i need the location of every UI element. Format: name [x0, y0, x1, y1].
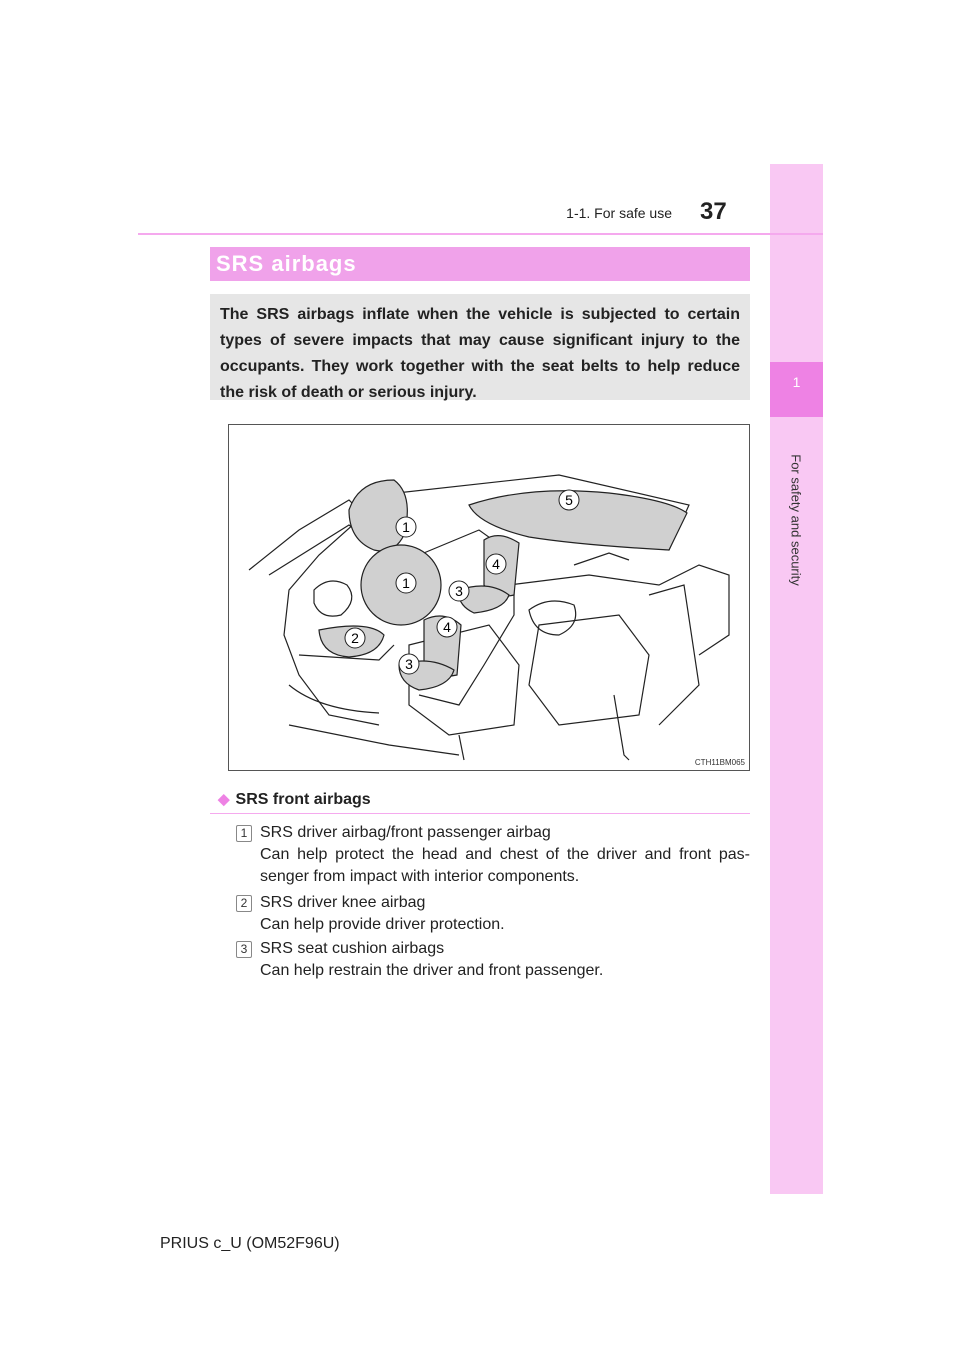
callout-1b-label: 1	[402, 575, 410, 591]
side-tab-label: For safety and security	[788, 454, 804, 586]
item-description: Can help provide driver protection.	[260, 916, 505, 933]
intro-box: The SRS airbags inflate when the vehicle is subjected to certain types of severe impacts that may cause significant injury to the occupants. They work together with the seat belts to help reduce the risk of death or serious injury.	[210, 294, 750, 400]
subsection-title: SRS front airbags	[235, 791, 371, 808]
diamond-bullet-icon: ◆	[218, 791, 230, 808]
passenger-front-airbag-shape	[349, 480, 407, 551]
side-tab	[770, 164, 823, 1194]
header-section: 1-1. For safe use	[566, 205, 672, 221]
callout-3b-label: 3	[405, 656, 413, 672]
footer-model: PRIUS c_U (OM52F96U)	[160, 1235, 340, 1252]
airbag-illustration	[228, 424, 750, 771]
subsection-divider	[210, 813, 750, 814]
callout-2-label: 2	[351, 630, 359, 646]
figure-code: CTH11BM065	[694, 758, 745, 767]
callout-3a-label: 3	[455, 583, 463, 599]
item-description: Can help restrain the driver and front passenger.	[260, 962, 604, 979]
page-number: 37	[700, 198, 727, 225]
item-number-badge: 1	[236, 825, 252, 842]
section-title: SRS airbags	[216, 251, 357, 276]
subsection-heading	[218, 790, 371, 809]
car-interior-drawing	[229, 425, 749, 770]
list-item	[260, 822, 750, 888]
list-item	[260, 892, 750, 936]
item-name: SRS driver airbag/front passenger airbag	[260, 824, 551, 841]
item-name: SRS seat cushion airbags	[260, 940, 445, 957]
item-description: Can help protect the head and chest of the driver and front pas-senger from impact with interior components.	[260, 846, 750, 885]
item-number-badge: 2	[236, 895, 252, 912]
callout-1a-label: 1	[402, 519, 410, 535]
item-number-badge: 3	[236, 941, 252, 958]
callout-5-label: 5	[565, 492, 573, 508]
callout-4a-label: 4	[492, 556, 500, 572]
item-name: SRS driver knee airbag	[260, 894, 426, 911]
header-divider	[138, 233, 823, 235]
side-tab-number: 1	[792, 374, 801, 390]
list-item	[260, 938, 750, 982]
callout-4b-label: 4	[443, 619, 451, 635]
